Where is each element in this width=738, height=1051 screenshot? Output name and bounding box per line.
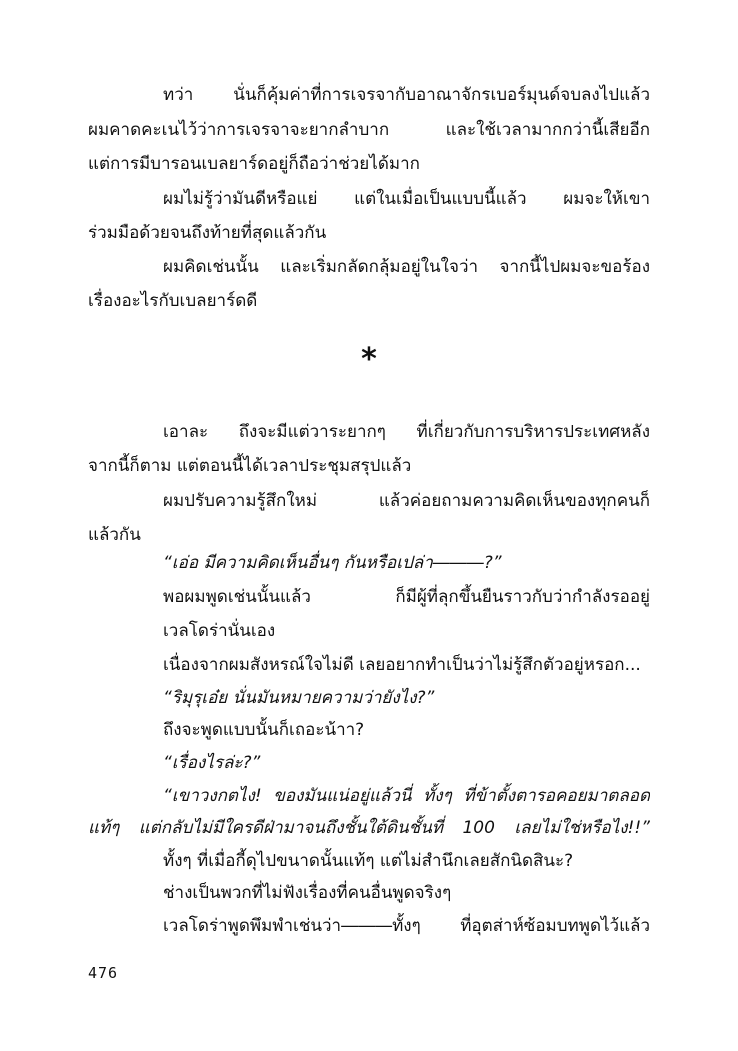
scene-break-asterisk: * — [361, 342, 377, 377]
dialogue-line: แท้ๆ แต่กลับไม่มีใครดีฝ่ามาจนถึงชั้นใต้ดินชั้นที่ 100 เลยไม่ใช่หรือไง!!” — [88, 818, 650, 838]
dialogue-line: “เขาวงกตไง! ของมันแน่อยู่แล้วนี่ ทั้งๆ ที่ข้าตั้งตารอคอยมาตลอด — [163, 786, 650, 806]
paragraph-line: เนื่องจากผมสังหรณ์ใจไม่ดี เลยอยากทำเป็นว่าไม่รู้สึกตัวอยู่หรอก... — [163, 655, 641, 675]
paragraph-line: ร่วมมือด้วยจนถึงท้ายที่สุดแล้วกัน — [88, 223, 327, 243]
dialogue-line: “ริมุรุเอ๋ย นั่นมันหมายความว่ายังไง?” — [163, 688, 435, 708]
paragraph-line: ช่างเป็นพวกที่ไม่ฟังเรื่องที่คนอื่นพูดจริงๆ — [163, 883, 452, 903]
paragraph-line: แต่การมีบารอนเบลยาร์ดอยู่ก็ถือว่าช่วยได้มาก — [88, 154, 420, 174]
paragraph-line: พอผมพูดเช่นนั้นแล้ว ก็มีผู้ที่ลุกขึ้นยืนราวกับว่ากำลังรออยู่ — [163, 587, 650, 607]
paragraph-line: ผมคิดเช่นนั้น และเริ่มกลัดกลุ้มอยู่ในใจว่า จากนี้ไปผมจะขอร้อง — [163, 257, 650, 277]
paragraph-line: เวลโดร่านั่นเอง — [163, 621, 276, 641]
page-number: 476 — [88, 964, 119, 982]
dialogue-line: “เรื่องไรล่ะ?” — [163, 753, 261, 773]
paragraph-line: ถึงจะพูดแบบนั้นก็เถอะน้าา? — [163, 720, 365, 740]
paragraph-line: เวลโดร่าพูดพึมพำเช่นว่า―――ทั้งๆ ที่อุตส่าห์ซ้อมบทพูดไว้แล้ว — [163, 916, 650, 936]
paragraph-line: ทว่า นั่นก็คุ้มค่าที่การเจรจากับอาณาจักรเบอร์มุนด์จบลงไปแล้ว — [163, 85, 650, 105]
paragraph-line: ผมไม่รู้ว่ามันดีหรือแย่ แต่ในเมื่อเป็นแบบนี้แล้ว ผมจะให้เขา — [163, 189, 650, 209]
paragraph-line: เรื่องอะไรกับเบลยาร์ดดี — [88, 291, 258, 311]
paragraph-line: ผมปรับความรู้สึกใหม่ แล้วค่อยถามความคิดเห็นของทุกคนก็ — [163, 491, 650, 511]
paragraph-line: เอาละ ถึงจะมีแต่วาระยากๆ ที่เกี่ยวกับการบริหารประเทศหลัง — [163, 422, 650, 442]
paragraph-line: ผมคาดคะเนไว้ว่าการเจรจาจะยากลำบาก และใช้เวลามากกว่านี้เสียอีก — [88, 120, 650, 140]
dialogue-line: “เอ่อ มีความคิดเห็นอื่นๆ กันหรือเปล่า―――?” — [163, 553, 502, 573]
paragraph-line: จากนี้ก็ตาม แต่ตอนนี้ได้เวลาประชุมสรุปแล้ว — [88, 456, 412, 476]
paragraph-line: แล้วกัน — [88, 525, 141, 545]
paragraph-line: ทั้งๆ ที่เมื่อกี้ดุไปขนาดนั้นแท้ๆ แต่ไม่สำนึกเลยสักนิดสินะ? — [163, 851, 574, 871]
